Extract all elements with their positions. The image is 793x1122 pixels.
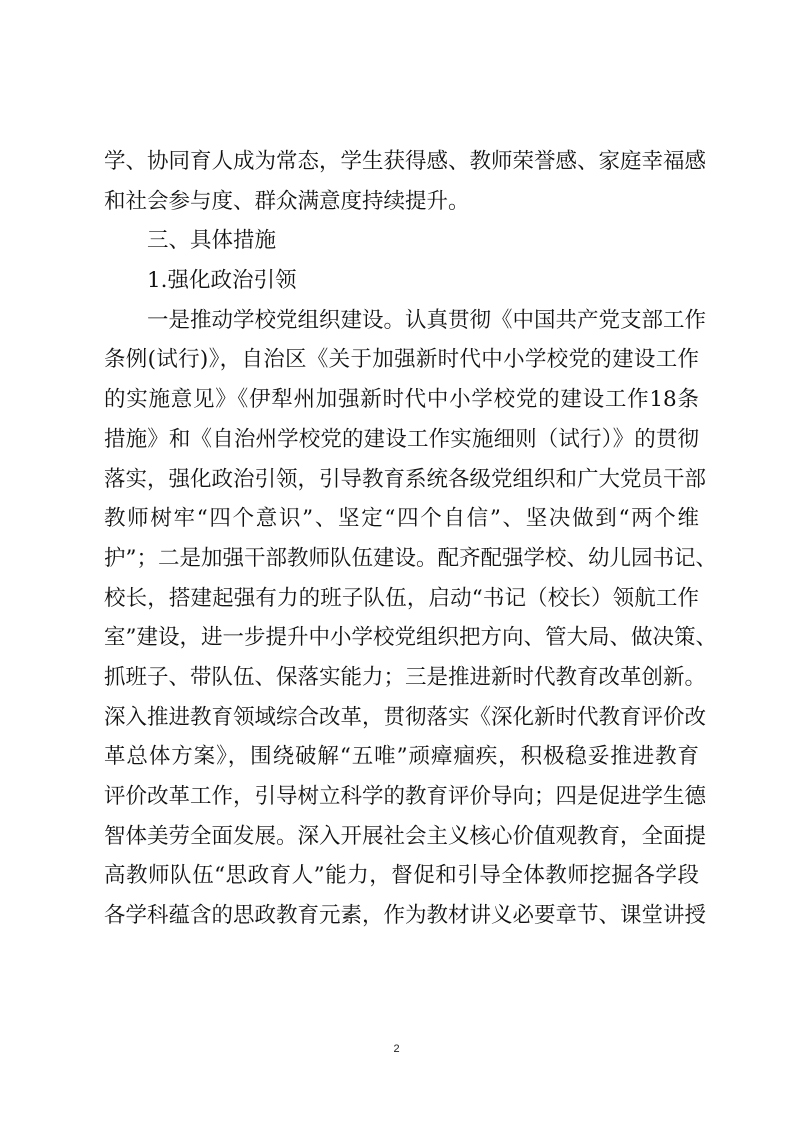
paragraph-line: 和社会参与度、群众满意度持续提升。 bbox=[104, 188, 470, 214]
paragraph-line: 革总体方案》，围绕破解“五唯”顽瘴痼疾，积极稳妥推进教育 bbox=[104, 744, 699, 770]
paragraph-line: 高教师队伍“思政育人”能力，督促和引导全体教师挖掘各学段 bbox=[104, 863, 699, 889]
paragraph-line: 教师树牢“四个意识”、坚定“四个自信”、坚决做到“两个维 bbox=[104, 506, 699, 532]
paragraph-line: 评价改革工作，引导树立科学的教育评价导向；四是促进学生德 bbox=[104, 784, 707, 809]
paragraph-line: 校长，搭建起强有力的班子队伍，启动“书记（校长）领航工作 bbox=[104, 585, 699, 611]
page-number: 2 bbox=[393, 1043, 400, 1055]
paragraph-line: 条例(试行)》，自治区《关于加强新时代中小学校党的建设工作 bbox=[104, 347, 699, 373]
paragraph-line: 室”建设，进一步提升中小学校党组织把方向、管大局、做决策、 bbox=[104, 625, 717, 651]
subsection-heading: 1.强化政治引领 bbox=[147, 268, 297, 294]
paragraph-line: 一是推动学校党组织建设。认真贯彻《中国共产党支部工作 bbox=[147, 307, 707, 333]
section-heading: 三、具体措施 bbox=[147, 228, 277, 254]
paragraph-line: 学、协同育人成为常态，学生获得感、教师荣誉感、家庭幸福感 bbox=[104, 149, 707, 174]
paragraph-line: 抓班子、带队伍、保落实能力；三是推进新时代教育改革创新。 bbox=[104, 664, 707, 690]
paragraph-line: 深入推进教育领域综合改革，贯彻落实《深化新时代教育评价改 bbox=[104, 704, 707, 730]
paragraph-line: 落实，强化政治引领，引导教育系统各级党组织和广大党员干部 bbox=[104, 466, 707, 492]
paragraph-line: 各学科蕴含的思政教育元素，作为教材讲义必要章节、课堂讲授 bbox=[104, 903, 707, 929]
paragraph-line: 护”；二是加强干部教师队伍建设。配齐配强学校、幼儿园书记、 bbox=[104, 545, 717, 571]
paragraph-line: 的实施意见》《伊犁州加强新时代中小学校党的建设工作18条 bbox=[104, 387, 699, 413]
paragraph-line: 智体美劳全面发展。深入开展社会主义核心价值观教育，全面提 bbox=[104, 823, 707, 849]
document-body bbox=[104, 142, 717, 936]
paragraph-line: 措施》和《自治州学校党的建设工作实施细则（试行）》的贯彻 bbox=[104, 426, 699, 452]
